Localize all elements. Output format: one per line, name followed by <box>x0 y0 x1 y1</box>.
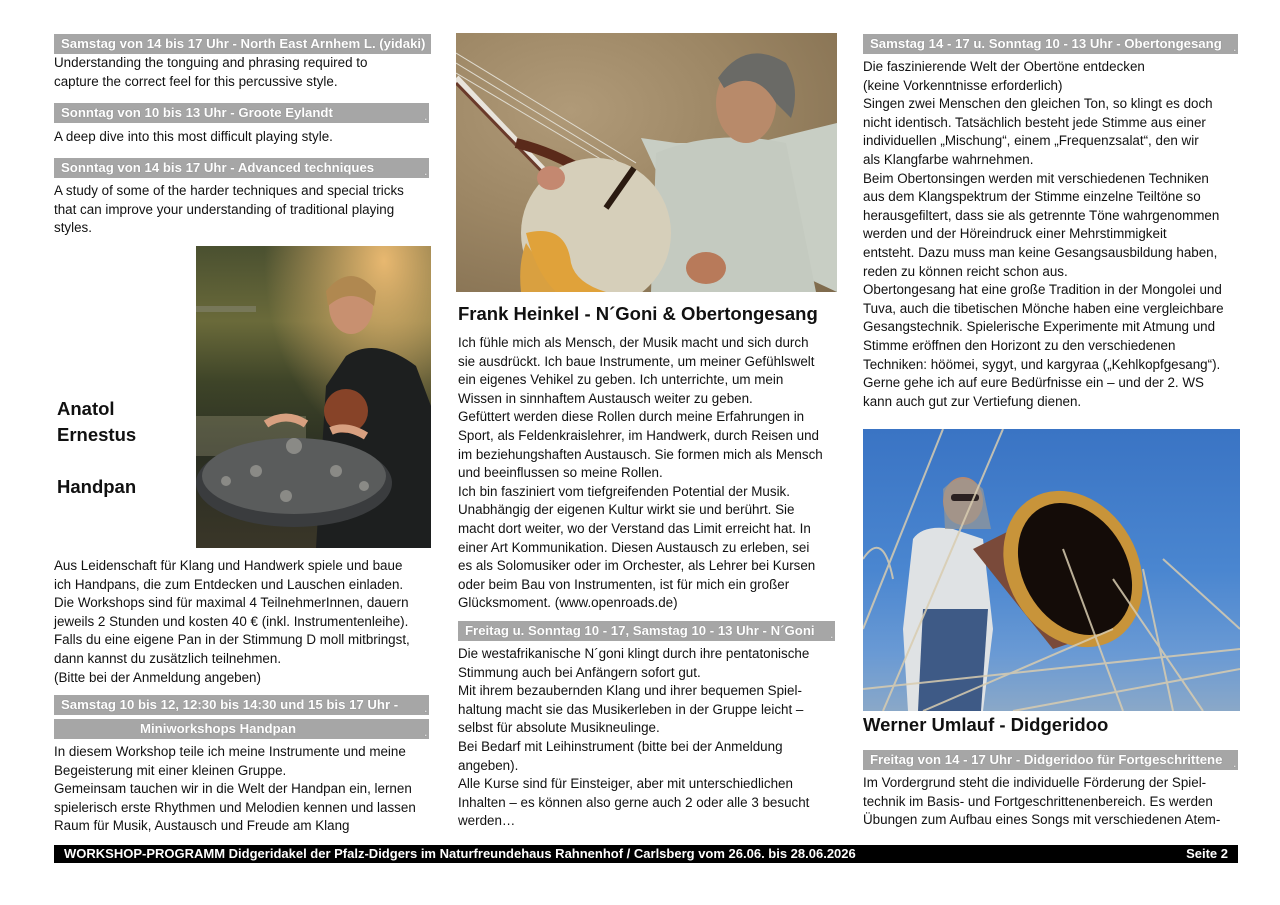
bio-line: Falls du eine eigene Pan in der Stimmung D moll mitbringst, <box>54 632 410 648</box>
session-header: Sonntag von 10 bis 13 Uhr - Groote Eylandt . <box>54 103 429 123</box>
session-text: entsteht. Dazu muss man keine Gesangsausbildung haben, <box>863 244 1218 260</box>
instructor-first-name: Anatol <box>57 398 115 419</box>
bio-line: Sport, als Feldenkraislehrer, im Handwerk, durch Reisen und <box>458 427 819 443</box>
footer-title: WORKSHOP-PROGRAMM Didgeridakel der Pfalz-Didgers im Naturfreundehaus Rahnenhof / Carlsberg vom 26.06. bis 28.06.2026 <box>64 846 856 861</box>
bio-line: oder beim Bau von Instrumenten, ist für mich ein großer <box>458 576 790 592</box>
instructor-last-name: Ernestus <box>57 424 137 445</box>
session-text: Tuva, auch die tibetischen Mönche haben eine vergleichbare <box>863 300 1224 316</box>
instructor-instrument: Handpan <box>57 476 137 497</box>
session-text: (keine Vorkenntnisse erforderlich) <box>863 77 1063 93</box>
session-yidaki <box>54 34 431 91</box>
session-text: Raum für Musik, Austausch und Freude am Klang <box>54 818 350 834</box>
bio-line: Gefüttert werden diese Rollen durch meine Erfahrungen in <box>458 409 805 425</box>
session-text: Übungen zum Aufbau eines Songs mit verschiedenen Atem- <box>863 812 1221 828</box>
session-text: Techniken: höömei, sygyt, und kargyraa („Kehlkopfgesang“). <box>863 356 1221 372</box>
session-header: Freitag von 14 - 17 Uhr - Didgeridoo für Fortgeschrittene . <box>863 750 1238 770</box>
session-text: Alle Kurse sind für Einsteiger, aber mit unterschiedlichen <box>458 776 793 792</box>
bio-line: Glücksmoment. (www.openroads.de) <box>458 595 678 611</box>
session-text: Die faszinierende Welt der Obertöne entdecken <box>863 59 1145 74</box>
session-didgeridoo-fortgeschrittene <box>863 750 1238 830</box>
session-text: Gerne gehe ich auf eure Bedürfnisse ein – und der 2. WS <box>863 375 1204 391</box>
session-advanced <box>54 158 429 238</box>
bio-line: dann kannst du zusätzlich teilnehmen. <box>54 650 282 666</box>
page-number: Seite 2 <box>1186 846 1228 861</box>
didgeridoo-illustration <box>863 429 1240 711</box>
bio-line: im beziehungshaften Austausch. Sie formen mich als Mensch <box>458 446 823 462</box>
bio-line: sie ausdrückt. Ich baue Instrumente, um meiner Gefühlswelt <box>458 353 815 369</box>
session-text: spielerisch erste Rhythmen und Melodien kennen und lassen <box>54 799 416 815</box>
session-text: werden und der Höreindruck einer Mehrstimmigkeit <box>863 226 1167 242</box>
session-text: Beim Obertonsingen werden mit verschiedenen Techniken <box>863 170 1209 186</box>
session-text: Stimme eröffnen den Horizont zu den verschiedenen <box>863 337 1176 353</box>
handpan-illustration <box>196 246 431 548</box>
session-text: Die westafrikanische N´goni klingt durch ihre pentatonische <box>458 646 810 661</box>
bio-line: einer Art Kommunikation. Diesen Austausch zu erleben, sei <box>458 539 810 555</box>
session-text: als Klangfarbe wahrnehmen. <box>863 151 1034 167</box>
bio-line: Unabhängig der eigenen Kultur wirkt sie und berührt. Sie <box>458 502 795 518</box>
session-text: werden… <box>458 813 516 829</box>
session-header: Samstag 14 - 17 u. Sonntag 10 - 13 Uhr - Obertongesang . <box>863 34 1238 54</box>
session-text: Singen zwei Menschen den gleichen Ton, so klingt es doch <box>863 96 1213 112</box>
handpan-bio <box>54 557 434 687</box>
bio-line: Aus Leidenschaft für Klang und Handwerk spiele und baue <box>54 558 403 573</box>
session-text: kann auch gut zur Vertiefung dienen. <box>863 393 1082 409</box>
session-text: individuellen „Mischung“, einem „Frequenzsalat“, den wir <box>863 133 1199 149</box>
session-text: Inhalten – es können also gerne auch 2 oder alle 3 besucht <box>458 794 810 810</box>
session-miniworkshops-handpan <box>54 695 429 836</box>
bio-line: und beeinflussen so meine Rollen. <box>458 465 663 481</box>
session-text: selbst für absolute Musikneulinge. <box>458 720 660 736</box>
photo-ngoni-player <box>456 33 837 292</box>
bio-line: Wissen in sinnhaftem Austausch weiter zu geben. <box>458 390 753 406</box>
page-footer <box>54 845 1238 863</box>
bio-line: ein eigenes Vehikel zu geben. Ich unterrichte, um mein <box>458 372 784 388</box>
session-header-title: Miniworkshops Handpan . <box>54 719 429 739</box>
ngoni-bio <box>458 334 843 613</box>
session-text: reden zu können reicht schon aus. <box>863 263 1068 279</box>
session-header: Samstag 10 bis 12, 12:30 bis 14:30 und 15 bis 17 Uhr - . <box>54 695 429 715</box>
photo-handpan-player <box>196 246 431 548</box>
session-header: Freitag u. Sonntag 10 - 17, Samstag 10 - 13 Uhr - N´Goni . <box>458 621 835 641</box>
session-text: In diesem Workshop teile ich meine Instrumente und meine <box>54 744 406 759</box>
bio-line: Ich fühle mich als Mensch, der Musik macht und sich durch <box>458 335 809 350</box>
bio-line: macht dort weiter, wo der Verstand das Limit erreicht hat. In <box>458 520 811 536</box>
session-text: Begeisterung mit einer kleinen Gruppe. <box>54 762 287 778</box>
session-text: Bei Bedarf mit Leihinstrument (bitte bei der Anmeldung <box>458 738 783 754</box>
session-text: Mit ihrem bezaubernden Klang und ihrer bequemen Spiel- <box>458 683 802 699</box>
session-text: Im Vordergrund steht die individuelle Förderung der Spiel- <box>863 775 1207 790</box>
instructor-title-frank-heinkel: Frank Heinkel - N´Goni & Obertongesang <box>458 303 818 324</box>
session-text: A study of some of the harder techniques and special tricks <box>54 183 404 198</box>
bio-line: (Bitte bei der Anmeldung angeben) <box>54 669 261 685</box>
session-obertongesang <box>863 34 1238 411</box>
session-text: herausgefiltert, dass sie als getrennte Töne wahrgenommen <box>863 207 1220 223</box>
bio-line: Die Workshops sind für maximal 4 TeilnehmerInnen, dauern <box>54 595 409 611</box>
session-text: aus dem Klangspektrum der Stimme einzelne Teiltöne so <box>863 189 1201 205</box>
session-text: Stimmung auch bei Anfängern sofort gut. <box>458 664 701 680</box>
photo-didgeridoo-player <box>863 429 1240 711</box>
session-header: Samstag von 14 bis 17 Uhr - North East Arnhem L. (yidaki) <box>54 34 431 54</box>
session-groote-eylandt <box>54 103 429 147</box>
session-text: capture the correct feel for this percussive style. <box>54 73 338 89</box>
session-text: A deep dive into this most difficult playing style. <box>54 129 333 144</box>
session-text: Obertongesang hat eine große Tradition in der Mongolei und <box>863 282 1222 298</box>
bio-line: ich Handpans, die zum Entdecken und Lauschen einladen. <box>54 576 404 592</box>
session-text: Gesangstechnik. Spielerische Experimente mit Atmung und <box>863 319 1216 335</box>
session-text: Gemeinsam tauchen wir in die Welt der Handpan ein, lernen <box>54 781 412 797</box>
ngoni-illustration <box>456 33 837 292</box>
instructor-title-werner-umlauf: Werner Umlauf - Didgeridoo <box>863 714 1109 735</box>
session-text: haltung macht sie das Musikerleben in der Gruppe leicht – <box>458 701 804 717</box>
session-text: nicht identisch. Tatsächlich besteht jede Stimme aus einer <box>863 114 1206 130</box>
bio-line: jeweils 2 Stunden und kosten 40 € (inkl. Instrumentenleihe). <box>54 613 409 629</box>
session-header: Sonntag von 14 bis 17 Uhr - Advanced techniques . <box>54 158 429 178</box>
session-text: Understanding the tonguing and phrasing required to <box>54 55 368 70</box>
session-text: technik im Basis- und Fortgeschrittenenbereich. Es werden <box>863 793 1213 809</box>
session-ngoni <box>458 621 835 831</box>
bio-line: es als Solomusiker oder im Orchester, als Lehrer bei Kursen <box>458 558 816 574</box>
session-text: that can improve your understanding of traditional playing <box>54 201 395 217</box>
instructor-name-anatol <box>57 396 136 500</box>
bio-line: Ich bin fasziniert vom tiefgreifenden Potential der Musik. <box>458 483 790 499</box>
session-text: styles. <box>54 220 92 236</box>
session-text: angeben). <box>458 757 519 773</box>
